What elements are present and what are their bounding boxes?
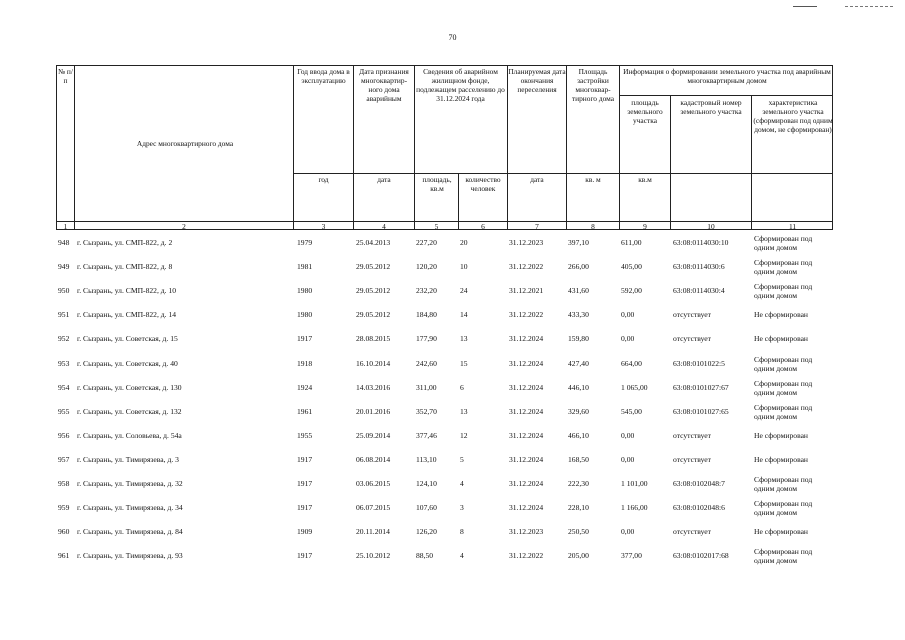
col-number: 11 [788, 222, 797, 231]
cell-char: Сформирован под одним домом [754, 499, 813, 517]
cell-cad: отсутствует [673, 455, 711, 464]
cell-cad: 63:08:0102017:68 [673, 551, 729, 560]
cell-char: Не сформирован [754, 334, 808, 343]
cell-built: 329,60 [568, 407, 589, 416]
cell-date: 06.07.2015 [356, 503, 391, 512]
cell-char: Не сформирован [754, 455, 808, 464]
cell-built: 159,80 [568, 334, 589, 343]
cell-date: 25.04.2013 [356, 238, 391, 247]
cell-people: 8 [460, 527, 464, 536]
cell-area: 227,20 [416, 238, 437, 247]
cell-people: 4 [460, 551, 464, 560]
cell-year: 1918 [297, 359, 313, 368]
cell-people: 13 [460, 334, 468, 343]
cell-addr: г. Сызрань, ул. Советская, д. 40 [77, 359, 178, 368]
cell-char: Сформирован под одним домом [754, 282, 813, 300]
cell-date: 25.10.2012 [356, 551, 391, 560]
cell-date: 29.05.2012 [356, 262, 391, 271]
header-address: Адрес многоквартирного дома [136, 139, 234, 148]
col-number: 8 [591, 222, 595, 231]
cell-n: 961 [58, 551, 70, 560]
cell-built: 397,10 [568, 238, 589, 247]
cell-year: 1909 [297, 527, 313, 536]
row-line [619, 95, 833, 96]
cell-cad: 63:08:0101027:65 [673, 407, 729, 416]
page-number: 70 [448, 33, 457, 42]
cell-land: 405,00 [621, 262, 642, 271]
cell-land: 1 065,00 [621, 383, 648, 392]
col-line [293, 65, 294, 230]
cell-cad: 63:08:0114030:10 [673, 238, 729, 247]
cell-plan: 31.12.2024 [509, 407, 544, 416]
cell-cad: 63:08:0102048:7 [673, 479, 725, 488]
cell-cad: отсутствует [673, 334, 711, 343]
cell-land: 1 101,00 [621, 479, 648, 488]
cell-char: Сформирован под одним домом [754, 355, 813, 373]
cell-cad: 63:08:0101027:67 [673, 383, 729, 392]
cell-built: 250,50 [568, 527, 589, 536]
cell-built: 466,10 [568, 431, 589, 440]
cell-n: 958 [58, 479, 70, 488]
cell-addr: г. Сызрань, ул. Тимирязева, д. 93 [77, 551, 183, 560]
cell-date: 29.05.2012 [356, 286, 391, 295]
cell-cad: 63:08:0114030:4 [673, 286, 725, 295]
cell-addr: г. Сызрань, ул. СМП-822, д. 10 [77, 286, 177, 295]
header-year: Год ввода дома в эксплуатацию [297, 67, 350, 85]
unit-emergency-date: дата [377, 175, 391, 184]
cell-addr: г. Сызрань, ул. Тимирязева, д. 32 [77, 479, 183, 488]
col-number: 7 [535, 222, 539, 231]
cell-n: 951 [58, 310, 70, 319]
cell-char: Сформирован под одним домом [754, 234, 813, 252]
cell-n: 955 [58, 407, 70, 416]
col-line [74, 65, 75, 230]
cell-cad: отсутствует [673, 310, 711, 319]
unit-year: год [318, 175, 329, 184]
header-emergency-date: Дата признания многоквартир-ного дома аварийным [359, 67, 409, 103]
cell-cad: отсутствует [673, 431, 711, 440]
cell-year: 1917 [297, 334, 313, 343]
cell-area: 120,20 [416, 262, 437, 271]
cell-people: 4 [460, 479, 464, 488]
cell-plan: 31.12.2022 [509, 262, 544, 271]
cell-char: Не сформирован [754, 527, 808, 536]
cell-date: 20.01.2016 [356, 407, 391, 416]
cell-plan: 31.12.2022 [509, 310, 544, 319]
cell-built: 168,50 [568, 455, 589, 464]
cell-people: 15 [460, 359, 468, 368]
cell-date: 25.09.2014 [356, 431, 391, 440]
unit-land-area: кв.м [638, 175, 652, 184]
header-cadastral: кадастровый номер земельного участка [680, 98, 742, 116]
unit-area-built: кв. м [585, 175, 601, 184]
col-number: 1 [63, 222, 68, 231]
cell-area: 377,46 [416, 431, 437, 440]
cell-area: 113,10 [416, 455, 437, 464]
cell-cad: 63:08:0114030:6 [673, 262, 725, 271]
cell-addr: г. Сызрань, ул. Советская, д. 15 [77, 334, 178, 343]
cell-plan: 31.12.2021 [509, 286, 544, 295]
cell-land: 545,00 [621, 407, 642, 416]
col-number: 9 [643, 222, 647, 231]
cell-people: 24 [460, 286, 468, 295]
cell-land: 0,00 [621, 431, 635, 440]
cell-plan: 31.12.2023 [509, 238, 544, 247]
cell-plan: 31.12.2024 [509, 479, 544, 488]
cell-n: 956 [58, 431, 70, 440]
cell-built: 446,10 [568, 383, 589, 392]
col-line [619, 65, 620, 230]
cell-people: 13 [460, 407, 468, 416]
cell-built: 427,40 [568, 359, 589, 368]
cell-char: Сформирован под одним домом [754, 379, 813, 397]
cell-area: 352,70 [416, 407, 437, 416]
cell-addr: г. Сызрань, ул. СМП-822, д. 14 [77, 310, 177, 319]
cell-plan: 31.12.2024 [509, 431, 544, 440]
cell-land: 611,00 [621, 238, 642, 247]
header-emergency-fund: Сведения об аварийном жилищном фонде, подлежащем расселению до 31.12.2024 года [416, 67, 505, 103]
cell-area: 124,10 [416, 479, 437, 488]
cell-built: 228,10 [568, 503, 589, 512]
cell-year: 1924 [297, 383, 313, 392]
cell-area: 126,20 [416, 527, 437, 536]
cell-plan: 31.12.2022 [509, 551, 544, 560]
cell-addr: г. Сызрань, ул. Соловьева, д. 54а [77, 431, 182, 440]
cell-date: 28.08.2015 [356, 334, 391, 343]
cell-people: 5 [460, 455, 464, 464]
cell-year: 1955 [297, 431, 313, 440]
cell-addr: г. Сызрань, ул. Тимирязева, д. 3 [77, 455, 179, 464]
cell-n: 954 [58, 383, 70, 392]
cell-area: 88,50 [416, 551, 434, 560]
cell-date: 16.10.2014 [356, 359, 391, 368]
cell-char: Сформирован под одним домом [754, 547, 813, 565]
cell-n: 948 [58, 238, 70, 247]
cell-year: 1961 [297, 407, 313, 416]
cell-n: 949 [58, 262, 70, 271]
cell-char: Сформирован под одним домом [754, 403, 813, 421]
cell-year: 1917 [297, 479, 313, 488]
cell-land: 0,00 [621, 527, 635, 536]
cell-plan: 31.12.2024 [509, 503, 544, 512]
top-dashed-rule [845, 6, 893, 7]
cell-date: 29.05.2012 [356, 310, 391, 319]
cell-date: 06.08.2014 [356, 455, 391, 464]
cell-char: Сформирован под одним домом [754, 258, 813, 276]
cell-char: Не сформирован [754, 310, 808, 319]
col-line [353, 65, 354, 230]
cell-land: 664,00 [621, 359, 642, 368]
cell-cad: 63:08:0102048:6 [673, 503, 725, 512]
cell-people: 10 [460, 262, 468, 271]
cell-plan: 31.12.2024 [509, 383, 544, 392]
cell-date: 20.11.2014 [356, 527, 390, 536]
cell-built: 266,00 [568, 262, 589, 271]
cell-cad: отсутствует [673, 527, 711, 536]
row-line [294, 173, 833, 174]
col-line [751, 95, 752, 230]
unit-planned-date: дата [530, 175, 544, 184]
header-area-built: Площадь застройки многоквар-тирного дома [571, 67, 615, 103]
cell-addr: г. Сызрань, ул. Тимирязева, д. 34 [77, 503, 183, 512]
cell-built: 222,30 [568, 479, 589, 488]
header-land-char: характеристика земельного участка (сформирован под одним домом, не сформирован) [753, 98, 833, 134]
cell-year: 1917 [297, 551, 313, 560]
cell-area: 232,20 [416, 286, 437, 295]
cell-n: 953 [58, 359, 70, 368]
cell-plan: 31.12.2024 [509, 455, 544, 464]
cell-area: 184,80 [416, 310, 437, 319]
col-number: 2 [182, 222, 186, 231]
cell-year: 1980 [297, 286, 313, 295]
cell-year: 1917 [297, 503, 313, 512]
cell-addr: г. Сызрань, ул. СМП-822, д. 8 [77, 262, 173, 271]
cell-people: 12 [460, 431, 468, 440]
cell-land: 0,00 [621, 455, 635, 464]
col-number: 6 [481, 222, 485, 231]
col-number: 3 [321, 222, 326, 231]
cell-plan: 31.12.2023 [509, 527, 544, 536]
cell-n: 950 [58, 286, 70, 295]
unit-area: площадь, кв.м [422, 175, 452, 193]
cell-built: 431,60 [568, 286, 589, 295]
unit-people: количество человек [465, 175, 501, 193]
cell-year: 1917 [297, 455, 313, 464]
cell-land: 0,00 [621, 334, 635, 343]
cell-area: 107,60 [416, 503, 437, 512]
cell-char: Не сформирован [754, 431, 808, 440]
cell-n: 959 [58, 503, 70, 512]
cell-n: 957 [58, 455, 70, 464]
cell-land: 377,00 [621, 551, 642, 560]
header-num: № п/п [58, 67, 73, 85]
cell-year: 1981 [297, 262, 313, 271]
cell-addr: г. Сызрань, ул. Тимирязева, д. 84 [77, 527, 183, 536]
cell-area: 177,90 [416, 334, 437, 343]
cell-year: 1980 [297, 310, 313, 319]
cell-land: 592,00 [621, 286, 642, 295]
cell-n: 960 [58, 527, 70, 536]
cell-addr: г. Сызрань, ул. СМП-822, д. 2 [77, 238, 173, 247]
cell-addr: г. Сызрань, ул. Советская, д. 130 [77, 383, 182, 392]
cell-year: 1979 [297, 238, 313, 247]
cell-people: 14 [460, 310, 468, 319]
cell-plan: 31.12.2024 [509, 334, 544, 343]
col-number: 5 [434, 222, 439, 231]
cell-area: 311,00 [416, 383, 437, 392]
cell-area: 242,60 [416, 359, 437, 368]
cell-land: 1 166,00 [621, 503, 648, 512]
cell-cad: 63:08:0101022:5 [673, 359, 725, 368]
top-rule [793, 6, 817, 7]
cell-plan: 31.12.2024 [509, 359, 544, 368]
cell-n: 952 [58, 334, 70, 343]
header-land-info: Информация о формировании земельного участка под аварийным многоквартирным домом [623, 67, 831, 85]
cell-char: Сформирован под одним домом [754, 475, 813, 493]
cell-people: 20 [460, 238, 468, 247]
cell-people: 6 [460, 383, 464, 392]
cell-land: 0,00 [621, 310, 635, 319]
cell-built: 433,30 [568, 310, 589, 319]
col-number: 10 [707, 222, 715, 231]
cell-people: 3 [460, 503, 464, 512]
header-land-area: площадь земельного участка [627, 98, 663, 125]
cell-addr: г. Сызрань, ул. Советская, д. 132 [77, 407, 182, 416]
header-planned-date: Планируемая дата окончания переселения [508, 67, 566, 94]
cell-date: 03.06.2015 [356, 479, 391, 488]
cell-date: 14.03.2016 [356, 383, 391, 392]
cell-built: 205,00 [568, 551, 589, 560]
col-number: 4 [382, 222, 386, 231]
